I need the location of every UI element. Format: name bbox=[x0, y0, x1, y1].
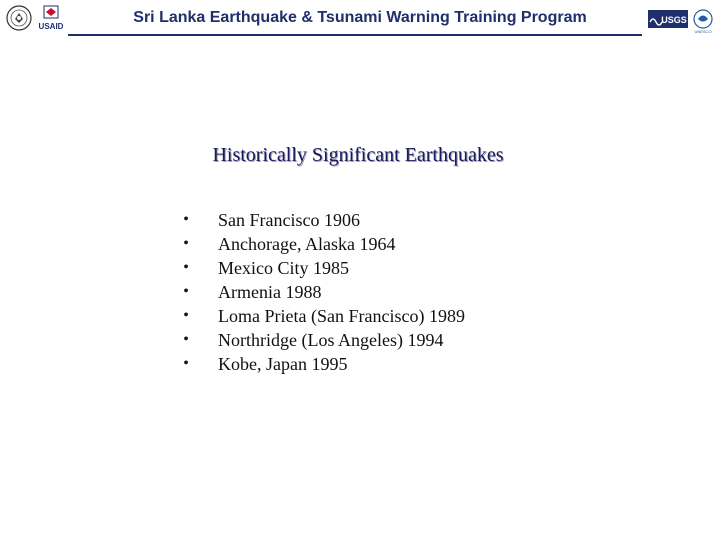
bullet-icon: • bbox=[183, 235, 189, 252]
bullet-icon: • bbox=[183, 283, 189, 300]
unesco-logo bbox=[690, 8, 716, 34]
header-title: Sri Lanka Earthquake & Tsunami Warning Training Program bbox=[133, 9, 587, 26]
unesco-logo-text: UNESCO bbox=[694, 29, 712, 34]
bullet-icon: • bbox=[183, 211, 189, 228]
list-item-text: Anchorage, Alaska 1964 bbox=[218, 234, 396, 254]
header-divider bbox=[68, 34, 642, 36]
list-item-text: Armenia 1988 bbox=[218, 282, 322, 302]
bullet-icon: • bbox=[183, 259, 189, 276]
usgs-logo bbox=[648, 10, 688, 28]
bullet-icon: • bbox=[183, 355, 189, 372]
list-item-text: Loma Prieta (San Francisco) 1989 bbox=[218, 306, 465, 326]
usgs-logo-text: USGS bbox=[661, 15, 687, 25]
list-item-text: Mexico City 1985 bbox=[218, 258, 349, 278]
list-item-text: San Francisco 1906 bbox=[218, 210, 360, 230]
slide-title: Historically Significant Earthquakes bbox=[212, 144, 504, 166]
bullet-icon: • bbox=[183, 331, 189, 348]
list-item-text: Northridge (Los Angeles) 1994 bbox=[218, 330, 444, 350]
usaid-logo-text: USAID bbox=[38, 22, 64, 31]
bullet-icon: • bbox=[183, 307, 189, 324]
slide-header bbox=[0, 0, 720, 36]
list-item-text: Kobe, Japan 1995 bbox=[218, 354, 348, 374]
